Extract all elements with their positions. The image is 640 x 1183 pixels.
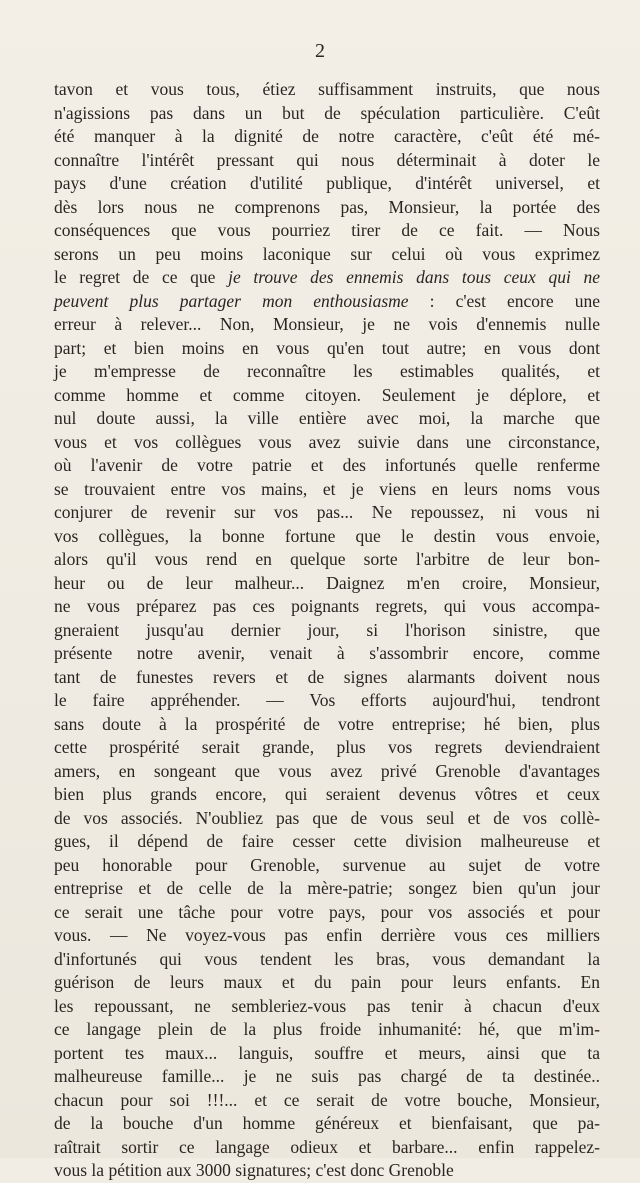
text-line: portent tes maux... languis, souffre et meurs, ainsi que ta [54, 1042, 600, 1063]
text-line [54, 290, 600, 314]
text-line: peu honorable pour Grenoble, survenue au sujet de votre [54, 854, 600, 875]
text-line: ce langage plein de la plus froide inhumanité: hé, que m'im- [54, 1019, 600, 1039]
text-line: cette prospérité serait grande, plus vos regrets deviendraient [54, 737, 600, 757]
italic-quote: je trouve des ennemis dans tous ceux qui ne [228, 267, 600, 287]
text-line: connaître l'intérêt pressant qui nous déterminait à doter le [54, 149, 600, 170]
text-line: serons un peu moins laconique sur celui où vous exprimez [54, 243, 600, 264]
text-line: gues, il dépend de faire cesser cette division malheureuse et [54, 831, 600, 851]
text-line: raîtrait sortir ce langage odieux et barbare... enfin rappelez- [54, 1136, 600, 1157]
text-line: n'agissions pas dans un but de spéculation particulière. C'eût [54, 102, 600, 123]
text-line: malheureuse famille... je ne suis pas chargé de ta destinée.. [54, 1066, 600, 1086]
text-line: entreprise et de celle de la mère-patrie; songez bien qu'un jour [54, 878, 600, 898]
text-line: pays d'une création d'utilité publique, d'intérêt universel, et [54, 173, 600, 193]
text-line: vous. — Ne voyez-vous pas enfin derrière vous ces milliers [54, 925, 600, 945]
text-line: dès lors nous ne comprenons pas, Monsieur, la portée des [54, 196, 600, 217]
text-segment: le regret de ce que [54, 267, 229, 287]
text-line: où l'avenir de votre patrie et des infortunés quelle renferme [54, 455, 600, 475]
text-line: présente notre avenir, venait à s'assombrir encore, comme [54, 643, 600, 663]
text-line: vos collègues, la bonne fortune que le destin vous envoie, [54, 525, 600, 546]
text-line: se trouvaient entre vos mains, et je viens en leurs noms vous [54, 478, 600, 499]
text-line: guérison de leurs maux et du pain pour leurs enfants. En [54, 972, 600, 992]
text-line: part; et bien moins en vous qu'en tout autre; en vous dont [54, 337, 600, 358]
text-line [54, 266, 600, 290]
text-line: heur ou de leur malheur... Daignez m'en croire, Monsieur, [54, 572, 600, 593]
text-line: amers, en songeant que vous avez privé Grenoble d'avantages [54, 760, 600, 781]
text-line: alors qu'il vous rend en quelque sorte l'arbitre de leur bon- [54, 549, 600, 569]
text-line: le faire appréhender. — Vos efforts aujourd'hui, tendront [54, 690, 600, 710]
text-line: je m'empresse de reconnaître les estimables qualités, et [54, 361, 600, 381]
italic-quote: peuvent plus partager mon enthousiasme [54, 290, 409, 311]
text-line: conséquences que vous pourriez tirer de ce fait. — Nous [54, 220, 600, 240]
text-line: tavon et vous tous, étiez suffisamment instruits, que nous [54, 79, 600, 99]
text-line: nul doute aussi, la ville entière avec moi, la marche que [54, 408, 600, 428]
text-line: les repoussant, ne sembleriez-vous pas tenir à chacun d'eux [54, 995, 600, 1016]
text-line: chacun pour soi !!!... et ce serait de votre bouche, Monsieur, [54, 1089, 600, 1110]
text-line: sans doute à la prospérité de votre entreprise; hé bien, plus [54, 713, 600, 734]
page-number: 2 [315, 40, 325, 62]
text-line: d'infortunés qui vous tendent les bras, vous demandant la [54, 948, 600, 969]
text-line: tant de funestes revers et de signes alarmants doivent nous [54, 666, 600, 687]
text-line: vous la pétition aux 3000 signatures; c'est donc Grenoble [54, 1160, 454, 1180]
text-line: gneraient jusqu'au dernier jour, si l'horison sinistre, que [54, 619, 600, 640]
text-line: été manquer à la dignité de notre caractère, c'eût été mé- [54, 126, 600, 146]
text-line: de vos associés. N'oubliez pas que de vous seul et de vos collè- [54, 807, 600, 828]
text-line: de la bouche d'un homme généreux et bienfaisant, que pa- [54, 1113, 600, 1133]
text-line: conjurer de revenir sur vos pas... Ne repoussez, ni vous ni [54, 502, 600, 522]
text-line: vous et vos collègues vous avez suivie dans une circonstance, [54, 431, 600, 452]
text-line: comme homme et comme citoyen. Seulement je déplore, et [54, 384, 600, 405]
text-line: bien plus grands encore, qui seraient devenus vôtres et ceux [54, 784, 600, 804]
text-line: ne vous préparez pas ces poignants regrets, qui vous accompa- [54, 596, 600, 616]
body-text [54, 78, 600, 1183]
text-segment: : c'est encore une [408, 290, 600, 311]
text-line: erreur à relever... Non, Monsieur, je ne vois d'ennemis nulle [54, 314, 600, 334]
text-line: ce serait une tâche pour votre pays, pour vos associés et pour [54, 901, 600, 922]
